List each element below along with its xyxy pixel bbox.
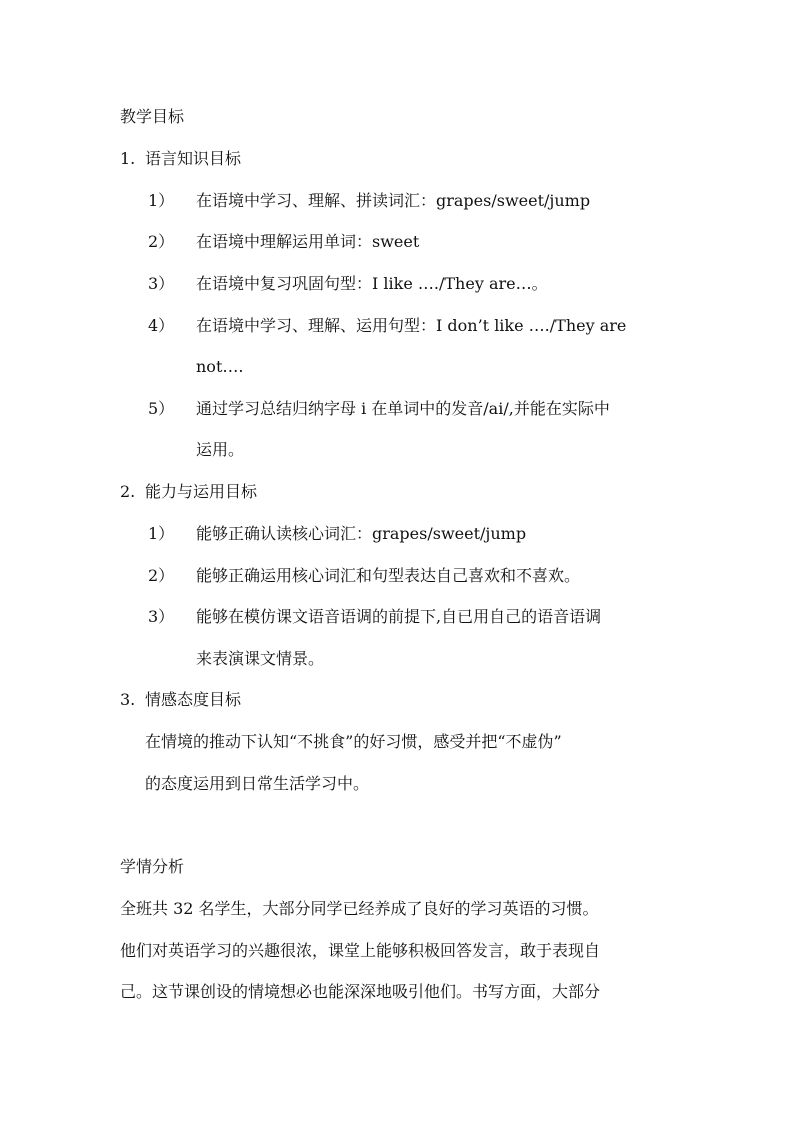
subitem-text-continuation: 来表演课文情景。 bbox=[196, 649, 325, 668]
subitem-text: 在语境中学习、理解、拼读词汇：grapes/sweet/jump bbox=[196, 191, 591, 210]
item-title-ability: 能力与运用目标 bbox=[145, 482, 258, 501]
subitem-number: 5） bbox=[148, 399, 175, 418]
item-title-attitude: 情感态度目标 bbox=[145, 690, 242, 709]
attitude-paragraph-line: 的态度运用到日常生活学习中。 bbox=[145, 774, 370, 793]
subitem-text-continuation: 运用。 bbox=[196, 440, 245, 459]
subitem-number: 4） bbox=[148, 316, 175, 335]
subitem-number: 1） bbox=[148, 524, 175, 543]
item-number-2: 2. bbox=[120, 482, 136, 501]
item-number-3: 3. bbox=[120, 690, 136, 709]
subitem-number: 3） bbox=[148, 607, 175, 626]
attitude-paragraph-line: 在情境的推动下认知“不挑食”的好习惯，感受并把“不虚伪” bbox=[145, 732, 562, 751]
analysis-paragraph-line: 他们对英语学习的兴趣很浓，课堂上能够积极回答发言，敢于表现自 bbox=[120, 941, 601, 960]
subitem-number: 2） bbox=[148, 232, 175, 251]
subitem-text: 能够正确运用核心词汇和句型表达自己喜欢和不喜欢。 bbox=[196, 566, 581, 585]
subitem-text-continuation: not…. bbox=[196, 357, 244, 376]
analysis-paragraph-line: 己。这节课创设的情境想必也能深深地吸引他们。书写方面，大部分 bbox=[120, 982, 601, 1001]
subitem-text: 在语境中复习巩固句型：I like …./They are…。 bbox=[196, 274, 548, 293]
subitem-text: 通过学习总结归纳字母 i 在单词中的发音/ai/,并能在实际中 bbox=[196, 399, 610, 418]
subitem-number: 2） bbox=[148, 566, 175, 585]
subitem-text: 在语境中学习、理解、运用句型：I don’t like …./They are bbox=[196, 316, 627, 335]
analysis-paragraph-line: 全班共 32 名学生，大部分同学已经养成了良好的学习英语的习惯。 bbox=[120, 899, 599, 918]
subitem-text: 能够在模仿课文语音语调的前提下,自已用自己的语音语调 bbox=[196, 607, 602, 626]
subitem-number: 1） bbox=[148, 191, 175, 210]
subitem-text: 能够正确认读核心词汇：grapes/sweet/jump bbox=[196, 524, 527, 543]
item-number-1: 1. bbox=[120, 149, 136, 168]
item-title-language-knowledge: 语言知识目标 bbox=[145, 149, 242, 168]
subitem-number: 3） bbox=[148, 274, 175, 293]
section-title-analysis: 学情分析 bbox=[120, 857, 185, 876]
subitem-text: 在语境中理解运用单词：sweet bbox=[196, 232, 420, 251]
section-title-objectives: 教学目标 bbox=[120, 107, 185, 126]
